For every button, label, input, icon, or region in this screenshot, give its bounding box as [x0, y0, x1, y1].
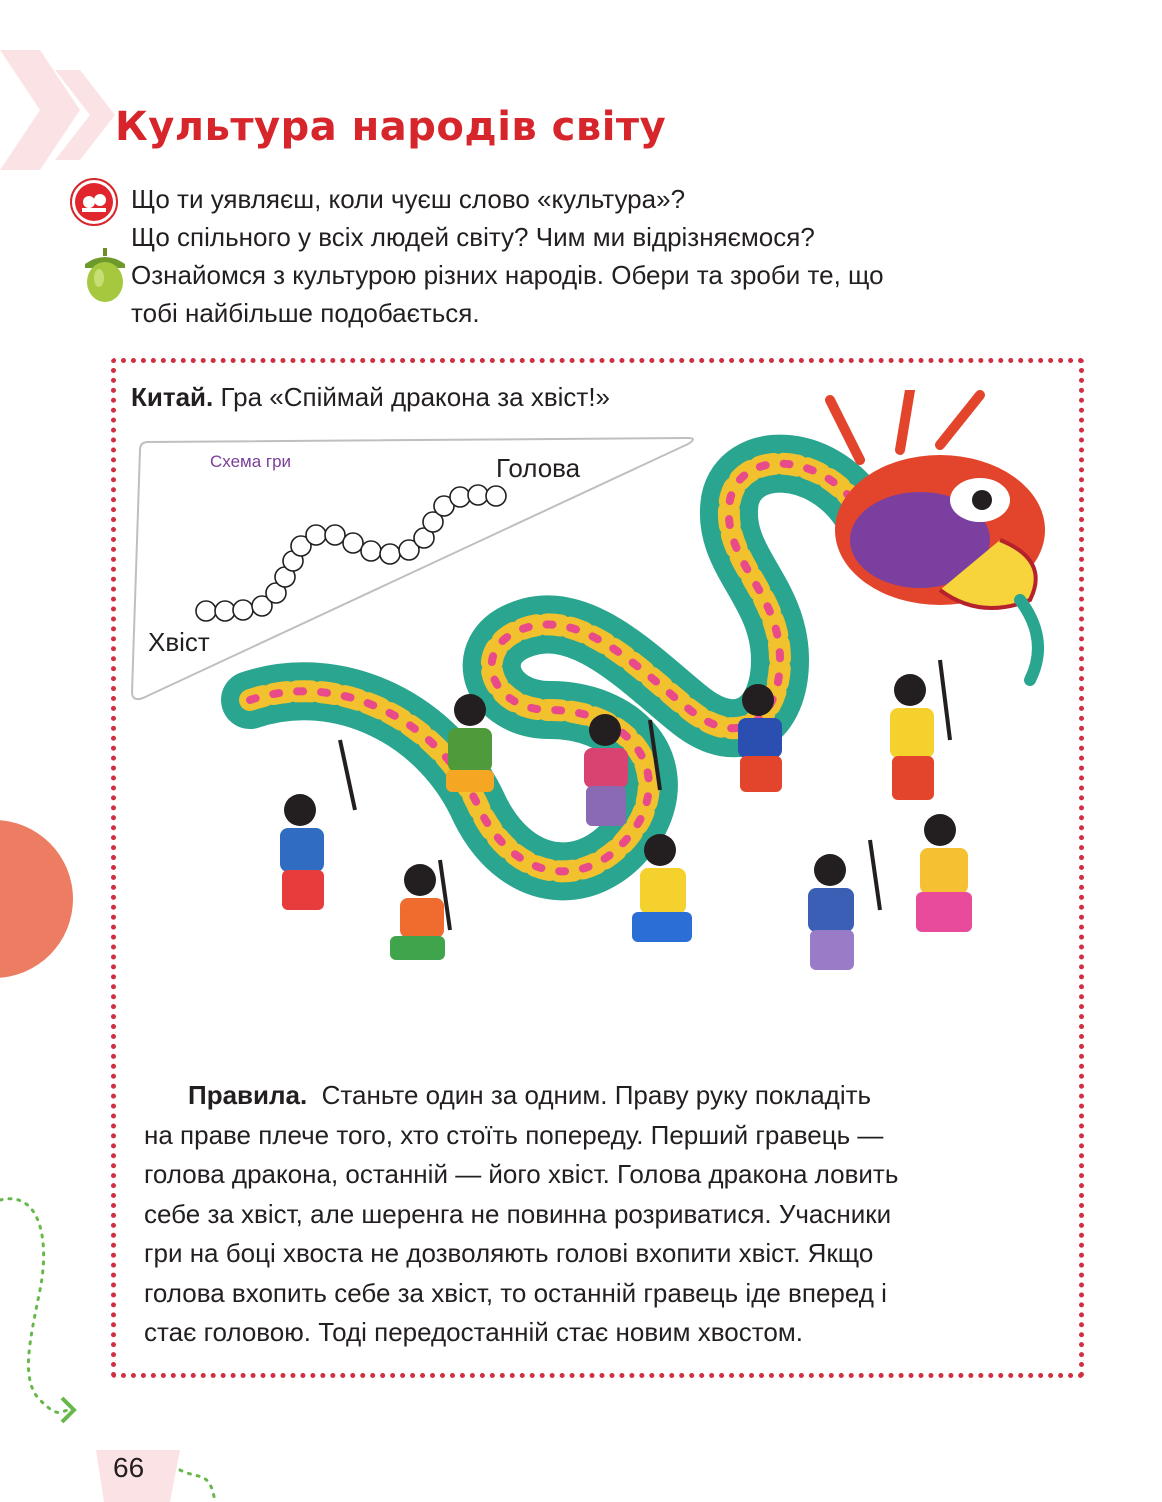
intro-task-line-2: тобі найбільше подобається.: [131, 298, 480, 328]
rules-line-2: на праве плече того, хто стоїть попереду. Перший гравець —: [144, 1119, 884, 1150]
country-label: Китай.: [131, 382, 214, 412]
page-title: Культура народів світу: [115, 104, 667, 150]
tail-label: Хвіст: [148, 627, 210, 657]
rules-paragraph: [144, 1076, 1044, 1353]
rules-heading: Правила.: [188, 1080, 308, 1110]
rules-line-5: гри на боці хвоста не дозволяють голові вхопити хвіст. Якщо: [144, 1238, 874, 1268]
rules-line-6: голова вхопить себе за хвіст, то останній гравець іде вперед і: [144, 1277, 887, 1308]
corner-chevrons-decor: [0, 50, 130, 180]
rules-text-1: Станьте один за одним. Праву руку покладіть: [321, 1080, 872, 1110]
game-title: Гра «Спіймай дракона за хвіст!»: [220, 382, 611, 412]
orange-circle-decor: [0, 820, 73, 978]
rules-line-3: голова дракона, останній — його хвіст. Голова дракона ловить: [144, 1159, 899, 1189]
rules-line-1: [144, 1076, 1044, 1116]
rules-line-4: себе за хвіст, але шеренга не повинна розриватися. Учасники: [144, 1198, 892, 1229]
rules-line-7: стає головою. Тоді передостанній стає новим хвостом.: [144, 1317, 803, 1347]
acorn-icon: [82, 248, 128, 309]
dragon-dance-illustration: [220, 390, 1060, 1010]
discussion-icon: [70, 178, 130, 231]
scheme-title: Схема гри: [210, 452, 292, 471]
intro-task-line-1: Ознайомся з культурою різних народів. Обери та зроби те, що: [131, 260, 884, 290]
head-label: Голова: [496, 453, 581, 483]
intro-question-2: Що спільного у всіх людей світу? Чим ми відрізняємося?: [131, 222, 815, 252]
intro-question-1: Що ти уявляєш, коли чуєш слово «культура»?: [131, 184, 686, 214]
page-number: 66: [113, 1452, 145, 1483]
